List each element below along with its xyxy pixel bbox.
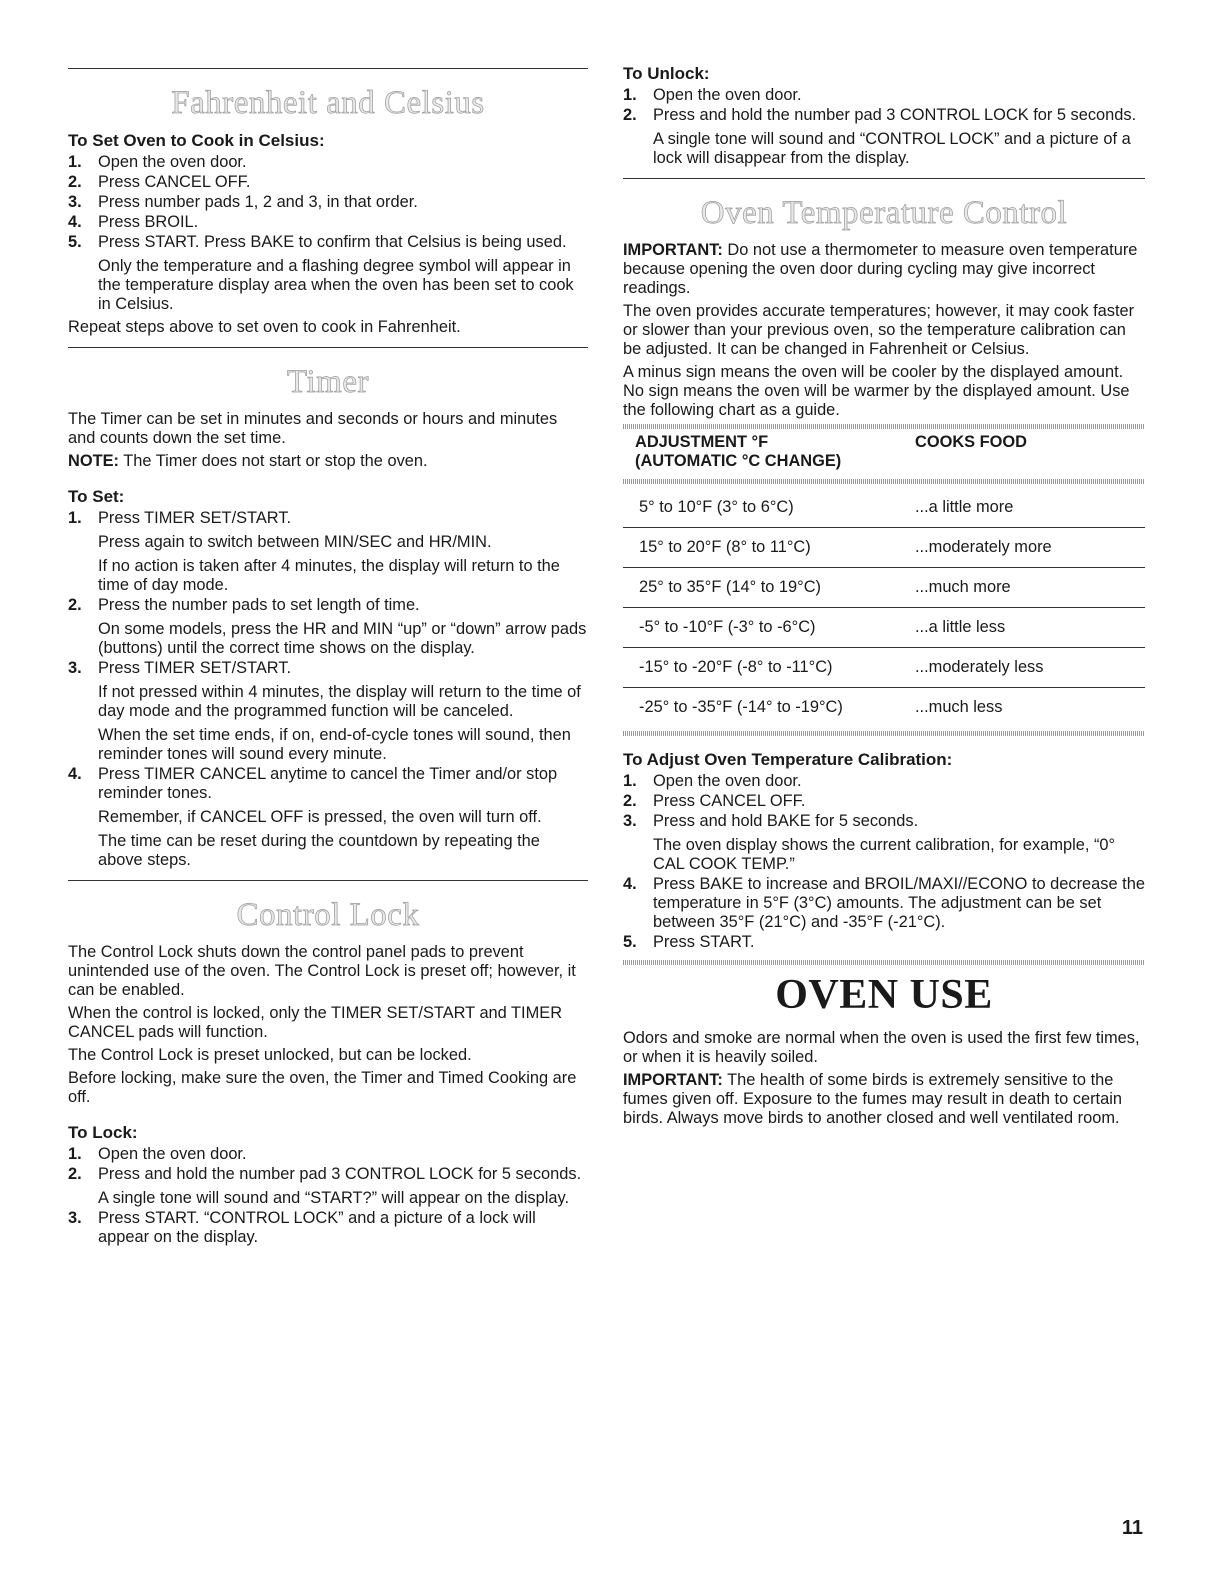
table-body: [623, 488, 1145, 727]
table-header-rule: [623, 479, 1145, 484]
step-number: 3.: [68, 193, 82, 211]
cooks-food-cell: ...moderately more: [915, 538, 1052, 556]
unlock-subheading: To Unlock:: [623, 64, 710, 83]
step-note: When the set time ends, if on, end-of-cycle tones will sound, then reminder tones will sound every minute.: [98, 726, 571, 763]
step-text: Open the oven door.: [653, 86, 802, 104]
step-note: On some models, press the HR and MIN “up” or “down” arrow pads (buttons) until the correct time shows on the display.: [98, 620, 587, 657]
step-text: Open the oven door.: [653, 772, 802, 790]
step-note: If not pressed within 4 minutes, the display will return to the time of day mode and the programmed function will be canceled.: [98, 683, 581, 720]
table-top-rule: [623, 424, 1145, 429]
table-row: [623, 688, 1145, 727]
timer-intro: The Timer can be set in minutes and seconds or hours and minutes and counts down the set time.: [68, 410, 558, 447]
step-text: Press START. Press BAKE to confirm that Celsius is being used.: [98, 233, 567, 251]
calibration-table: [623, 424, 1145, 736]
table-row: [623, 488, 1145, 528]
table-row: [623, 528, 1145, 568]
control-lock-p3: The Control Lock is preset unlocked, but can be locked.: [68, 1046, 472, 1064]
adjustment-cell: 25° to 35°F (14° to 19°C): [639, 578, 822, 596]
step-note: If no action is taken after 4 minutes, the display will return to the time of day mode.: [98, 557, 560, 594]
timer-heading: Timer: [287, 364, 369, 400]
step-number: 4.: [623, 875, 637, 893]
step-item: [623, 933, 1145, 952]
step-item: [623, 106, 1145, 168]
table-row: [623, 648, 1145, 688]
adjustment-header: ADJUSTMENT °F (AUTOMATIC °C CHANGE): [635, 433, 842, 470]
oven-temp-p2: A minus sign means the oven will be cooler by the displayed amount. No sign means the oven will be warmer by the displayed amount. Use the following chart as a guide.: [623, 363, 1130, 419]
step-number: 4.: [68, 765, 82, 783]
section-divider: [623, 178, 1145, 179]
oven-use-heading: OVEN USE: [775, 972, 993, 1018]
step-text: Press CANCEL OFF.: [653, 792, 806, 810]
section-divider: [68, 68, 588, 69]
step-note: Press again to switch between MIN/SEC and HR/MIN.: [98, 533, 492, 551]
lock-subheading: To Lock:: [68, 1123, 138, 1142]
repeat-text: Repeat steps above to set oven to cook in Fahrenheit.: [68, 318, 461, 336]
step-number: 2.: [623, 106, 637, 124]
section-divider: [68, 347, 588, 348]
step-text: Press BAKE to increase and BROIL/MAXI//ECONO to decrease the temperature in 5°F (3°C) amounts. The adjustment can be set between 35°F (21°C) and -35°F (-21°C).: [653, 875, 1145, 931]
control-lock-p2: When the control is locked, only the TIMER SET/START and TIMER CANCEL pads will function.: [68, 1004, 563, 1041]
step-text: Press and hold the number pad 3 CONTROL LOCK for 5 seconds.: [98, 1165, 582, 1183]
table-bottom-rule: [623, 731, 1145, 736]
adjust-steps-list: [623, 772, 1145, 952]
step-number: 2.: [623, 792, 637, 810]
step-text: Press BROIL.: [98, 213, 199, 231]
step-item: [68, 193, 588, 212]
timer-set-subheading: To Set:: [68, 487, 125, 506]
step-number: 1.: [68, 1145, 82, 1163]
step-text: Open the oven door.: [98, 1145, 247, 1163]
cooks-food-cell: ...moderately less: [915, 658, 1044, 676]
step-item: [68, 213, 588, 232]
step-text: Press TIMER SET/START.: [98, 659, 292, 677]
step-number: 2.: [68, 173, 82, 191]
step-number: 3.: [68, 1209, 82, 1227]
control-lock-p1: The Control Lock shuts down the control panel pads to prevent unintended use of the oven. The Control Lock is preset off; however, it can be enabled.: [68, 943, 576, 999]
step-number: 1.: [623, 772, 637, 790]
step-item: [623, 812, 1145, 874]
table-row: [623, 568, 1145, 608]
timer-steps-list: [68, 509, 588, 870]
step-note: The oven display shows the current calibration, for example, “0° CAL COOK TEMP.”: [653, 836, 1116, 873]
section-divider: [623, 960, 1145, 965]
cooks-food-cell: ...a little less: [915, 618, 1006, 636]
oven-temp-p1: The oven provides accurate temperatures; however, it may cook faster or slower than your previous oven, so the temperature calibration can be adjusted. It can be changed in Fahrenheit or Celsius.: [623, 302, 1135, 358]
celsius-subheading: To Set Oven to Cook in Celsius:: [68, 131, 325, 150]
right-column: [623, 58, 1145, 1132]
control-lock-p4: Before locking, make sure the oven, the Timer and Timed Cooking are off.: [68, 1069, 577, 1106]
step-note: Remember, if CANCEL OFF is pressed, the oven will turn off.: [98, 808, 542, 826]
step-number: 3.: [623, 812, 637, 830]
adjustment-cell: 15° to 20°F (8° to 11°C): [639, 538, 811, 556]
step-note: A single tone will sound and “START?” will appear on the display.: [98, 1189, 570, 1207]
timer-note: NOTE: The Timer does not start or stop the oven.: [68, 452, 428, 470]
step-item: [68, 509, 588, 595]
adjustment-cell: -25° to -35°F (-14° to -19°C): [639, 698, 843, 716]
step-item: [623, 86, 1145, 105]
table-header: [623, 433, 1145, 475]
step-text: Press TIMER SET/START.: [98, 509, 292, 527]
step-note: Only the temperature and a flashing degree symbol will appear in the temperature display area when the oven has been set to cook in Celsius.: [98, 257, 574, 313]
step-text: Press START. “CONTROL LOCK” and a picture of a lock will appear on the display.: [98, 1209, 536, 1246]
step-note: A single tone will sound and “CONTROL LOCK” and a picture of a lock will disappear from the display.: [653, 130, 1131, 167]
step-item: [68, 233, 588, 314]
step-text: Press the number pads to set length of time.: [98, 596, 420, 614]
step-item: [68, 765, 588, 870]
unlock-steps-list: [623, 86, 1145, 168]
step-item: [68, 596, 588, 658]
step-item: [68, 173, 588, 192]
adjustment-cell: -15° to -20°F (-8° to -11°C): [639, 658, 833, 676]
step-text: Press number pads 1, 2 and 3, in that order.: [98, 193, 418, 211]
section-divider: [68, 880, 588, 881]
step-item: [623, 772, 1145, 791]
step-item: [68, 1209, 588, 1247]
control-lock-heading: Control Lock: [236, 897, 420, 933]
adjust-calibration-subheading: To Adjust Oven Temperature Calibration:: [623, 750, 953, 769]
step-item: [623, 792, 1145, 811]
page-number: 11: [1121, 1517, 1143, 1539]
step-text: Press CANCEL OFF.: [98, 173, 251, 191]
step-number: 1.: [68, 509, 82, 527]
adjustment-cell: -5° to -10°F (-3° to -6°C): [639, 618, 816, 636]
step-item: [623, 875, 1145, 932]
step-number: 4.: [68, 213, 82, 231]
step-item: [68, 1165, 588, 1208]
step-item: [68, 659, 588, 764]
step-text: Press and hold BAKE for 5 seconds.: [653, 812, 919, 830]
step-text: Press START.: [653, 933, 755, 951]
lock-steps-list: [68, 1145, 588, 1247]
oven-use-important: IMPORTANT: The health of some birds is extremely sensitive to the fumes given off. Exposure to the fumes may result in death to certain birds. Always move birds to another closed and well ventilated room.: [623, 1071, 1122, 1127]
oven-temp-control-heading: Oven Temperature Control: [700, 195, 1068, 231]
table-row: [623, 608, 1145, 648]
cooks-food-cell: ...a little more: [915, 498, 1014, 516]
step-number: 5.: [623, 933, 637, 951]
step-number: 3.: [68, 659, 82, 677]
cooks-food-cell: ...much less: [915, 698, 1003, 716]
step-number: 1.: [68, 153, 82, 171]
step-number: 1.: [623, 86, 637, 104]
cooks-food-header: COOKS FOOD: [915, 433, 1028, 451]
left-column: [68, 58, 588, 1251]
step-number: 5.: [68, 233, 82, 251]
step-item: [68, 153, 588, 172]
step-text: Press and hold the number pad 3 CONTROL LOCK for 5 seconds.: [653, 106, 1137, 124]
oven-use-p1: Odors and smoke are normal when the oven is used the first few times, or when it is heavily soiled.: [623, 1029, 1140, 1066]
celsius-steps-list: [68, 153, 588, 314]
oven-temp-important: IMPORTANT: Do not use a thermometer to measure oven temperature because opening the oven door during cycling may give incorrect readings.: [623, 241, 1138, 297]
step-text: Press TIMER CANCEL anytime to cancel the Timer and/or stop reminder tones.: [98, 765, 558, 802]
step-item: [68, 1145, 588, 1164]
step-number: 2.: [68, 596, 82, 614]
step-number: 2.: [68, 1165, 82, 1183]
fahrenheit-celsius-heading: Fahrenheit and Celsius: [171, 85, 485, 121]
adjustment-cell: 5° to 10°F (3° to 6°C): [639, 498, 794, 516]
cooks-food-cell: ...much more: [915, 578, 1011, 596]
step-note: The time can be reset during the countdown by repeating the above steps.: [98, 832, 540, 869]
step-text: Open the oven door.: [98, 153, 247, 171]
